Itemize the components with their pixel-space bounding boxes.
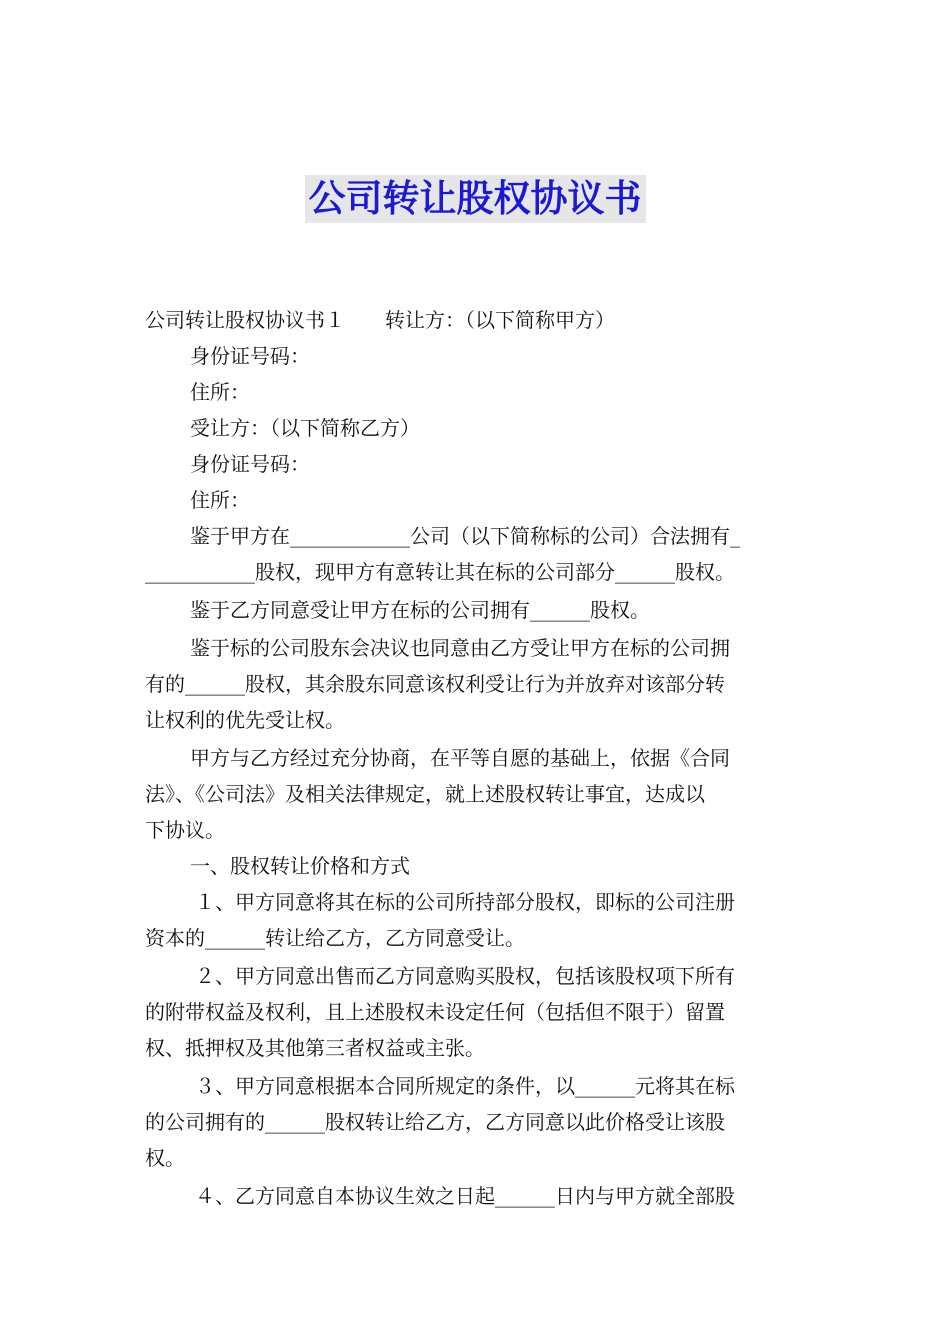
paragraph-line: 身份证号码：	[190, 452, 310, 476]
document-title: 公司转让股权协议书	[305, 175, 646, 223]
paragraph-line: ___________股权，现甲方有意转让其在标的公司部分______股权。	[145, 560, 735, 584]
paragraph-line: ３、甲方同意根据本合同所规定的条件，以______元将其在标	[195, 1074, 735, 1098]
paragraph-line: 鉴于标的公司股东会决议也同意由乙方受让甲方在标的公司拥	[190, 636, 730, 660]
paragraph-line: 权、抵押权及其他第三者权益或主张。	[145, 1036, 485, 1060]
paragraph-line: 受让方：（以下简称乙方）	[190, 416, 420, 440]
title-container	[0, 175, 950, 223]
paragraph-line: 身份证号码：	[190, 344, 310, 368]
paragraph-line: 住所：	[190, 488, 250, 512]
paragraph-line: 资本的______转让给乙方，乙方同意受让。	[145, 926, 525, 950]
paragraph-line: 有的______股权，其余股东同意该权利受让行为并放弃对该部分转	[145, 672, 725, 696]
paragraph-line: 下协议。	[145, 818, 225, 842]
paragraph-line: 权。	[145, 1146, 185, 1170]
paragraph-line: 甲方与乙方经过充分协商，在平等自愿的基础上，依据《合同	[190, 746, 730, 770]
paragraph-line: ４、乙方同意自本协议生效之日起______日内与甲方就全部股	[195, 1184, 735, 1208]
document-body	[145, 302, 811, 1214]
paragraph-line: 的附带权益及权利，且上述股权未设定任何（包括但不限于）留置	[145, 1000, 725, 1024]
paragraph-line: １、甲方同意将其在标的公司所持部分股权，即标的公司注册	[195, 890, 735, 914]
paragraph-line: 住所：	[190, 380, 250, 404]
paragraph-line: 鉴于甲方在____________公司（以下简称标的公司）合法拥有_	[190, 524, 740, 548]
section-heading: 一、股权转让价格和方式	[190, 854, 410, 878]
paragraph-line: ２、甲方同意出售而乙方同意购买股权，包括该股权项下所有	[195, 964, 735, 988]
paragraph-line: 公司转让股权协议书１ 转让方：（以下简称甲方）	[145, 308, 615, 332]
paragraph-line: 鉴于乙方同意受让甲方在标的公司拥有______股权。	[190, 598, 650, 622]
paragraph-line: 让权利的优先受让权。	[145, 708, 345, 732]
paragraph-line: 的公司拥有的______股权转让给乙方，乙方同意以此价格受让该股	[145, 1110, 725, 1134]
paragraph-line: 法》、《公司法》及相关法律规定，就上述股权转让事宜，达成以	[145, 782, 705, 806]
